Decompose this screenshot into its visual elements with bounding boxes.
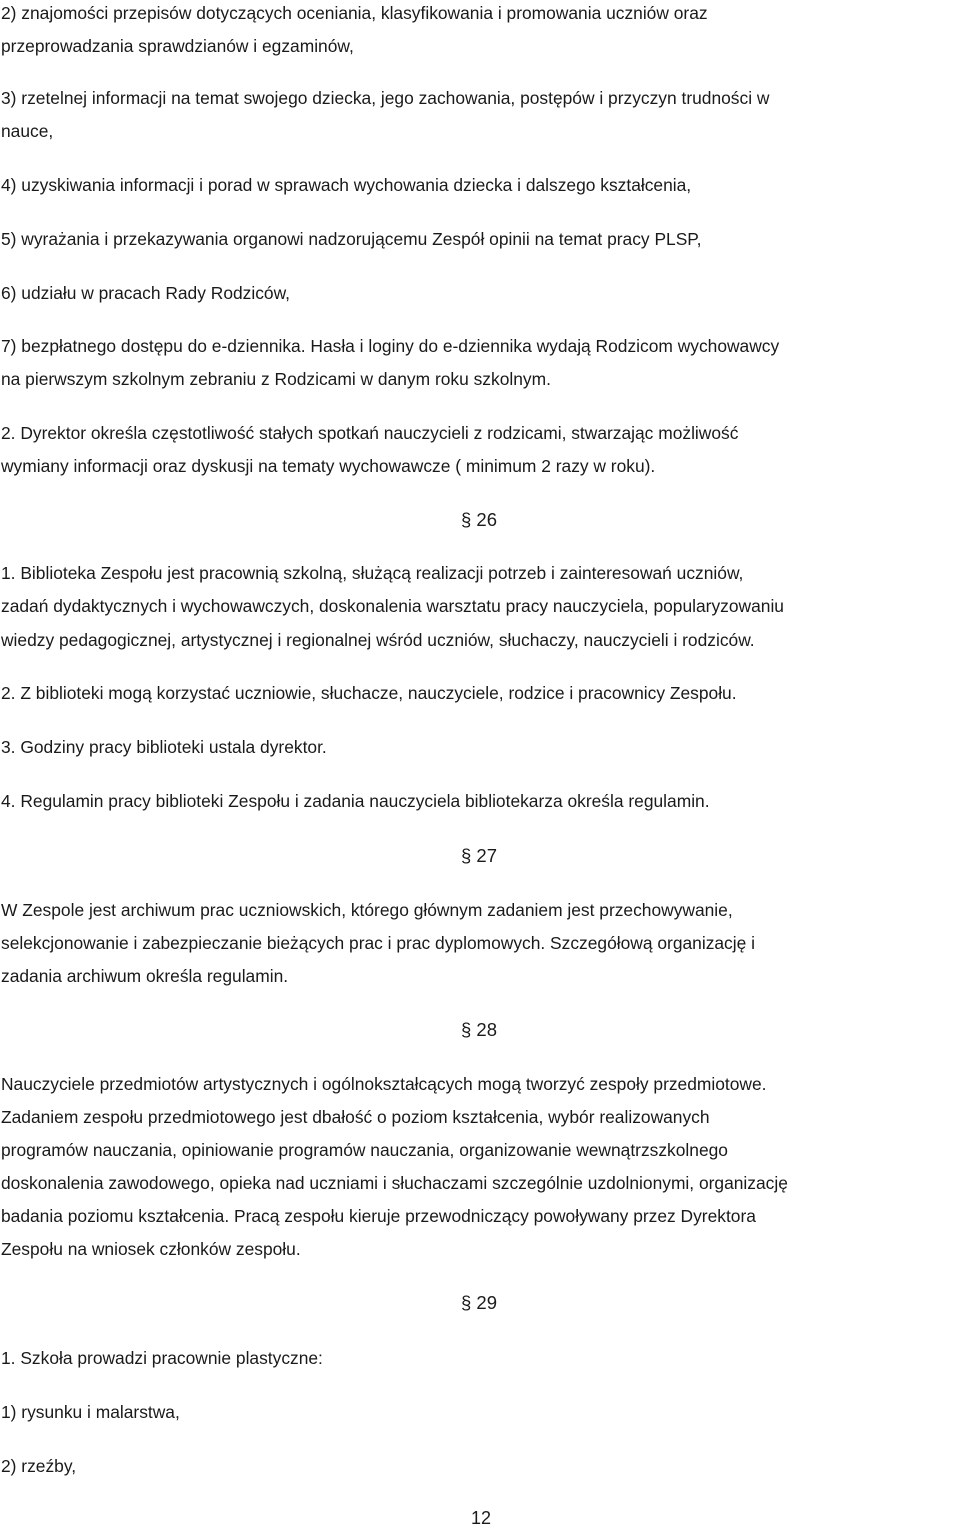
text-line: 3. Godziny pracy biblioteki ustala dyrektor. [1, 737, 327, 757]
text-line: 1) rysunku i malarstwa, [1, 1402, 180, 1422]
text-line: programów nauczania, opiniowanie programów nauczania, organizowanie wewnątrzszkolnego [1, 1140, 728, 1160]
text-line: Zadaniem zespołu przedmiotowego jest dbałość o poziom kształcenia, wybór realizowanych [1, 1107, 710, 1127]
text-line: 2) znajomości przepisów dotyczących oceniania, klasyfikowania i promowania uczniów oraz [1, 3, 708, 23]
text-line: 6) udziału w pracach Rady Rodziców, [1, 283, 291, 303]
text-line: 5) wyrażania i przekazywania organowi nadzorującemu Zespół opinii na temat pracy PLSP, [1, 229, 702, 249]
text-line: 2. Z biblioteki mogą korzystać uczniowie, słuchacze, nauczyciele, rodzice i pracownicy Zespołu. [1, 683, 737, 703]
text-line: 3) rzetelnej informacji na temat swojego dziecka, jego zachowania, postępów i przyczyn trudności w [1, 88, 770, 108]
text-line: przeprowadzania sprawdzianów i egzaminów, [1, 36, 354, 56]
text-line: wymiany informacji oraz dyskusji na tematy wychowawcze ( minimum 2 razy w roku). [1, 456, 656, 476]
text-line: zadania archiwum określa regulamin. [1, 966, 289, 986]
text-line: badania poziomu kształcenia. Pracą zespołu kieruje przewodniczący powoływany przez Dyrektora [1, 1206, 756, 1226]
text-line: zadań dydaktycznych i wychowawczych, doskonalenia warsztatu pracy nauczyciela, popularyzowaniu [1, 596, 784, 616]
text-line: 1. Biblioteka Zespołu jest pracownią szkolną, służącą realizacji potrzeb i zainteresowań uczniów, [1, 563, 744, 583]
text-line: 4) uzyskiwania informacji i porad w sprawach wychowania dziecka i dalszego kształcenia, [1, 175, 692, 195]
text-line: 2) rzeźby, [1, 1456, 77, 1476]
text-line: wiedzy pedagogicznej, artystycznej i regionalnej wśród uczniów, słuchaczy, nauczycieli i rodziców. [1, 630, 755, 650]
text-line: 4. Regulamin pracy biblioteki Zespołu i zadania nauczyciela bibliotekarza określa regulamin. [1, 791, 710, 811]
section-heading: § 29 [461, 1292, 498, 1313]
text-line: selekcjonowanie i zabezpieczanie bieżących prac i prac dyplomowych. Szczegółową organizację i [1, 933, 755, 953]
text-line: 2. Dyrektor określa częstotliwość stałych spotkań nauczycieli z rodzicami, stwarzając możliwość [1, 423, 739, 443]
section-heading: § 27 [461, 845, 498, 866]
text-line: nauce, [1, 121, 54, 141]
text-line: doskonalenia zawodowego, opieka nad uczniami i słuchaczami szczególnie uzdolnionymi, organizację [1, 1173, 788, 1193]
text-line: 1. Szkoła prowadzi pracownie plastyczne: [1, 1348, 323, 1368]
text-line: Nauczyciele przedmiotów artystycznych i ogólnokształcących mogą tworzyć zespoły przedmiotowe. [1, 1074, 767, 1094]
text-line: Zespołu na wniosek członków zespołu. [1, 1239, 301, 1259]
text-line: na pierwszym szkolnym zebraniu z Rodzicami w danym roku szkolnym. [1, 369, 551, 389]
section-heading: § 28 [461, 1019, 498, 1040]
text-line: 7) bezpłatnego dostępu do e-dziennika. Hasła i loginy do e-dziennika wydają Rodzicom wychowawcy [1, 336, 780, 356]
text-line: W Zespole jest archiwum prac uczniowskich, którego głównym zadaniem jest przechowywanie, [1, 900, 733, 920]
page-number: 12 [471, 1508, 492, 1528]
section-heading: § 26 [461, 509, 498, 530]
